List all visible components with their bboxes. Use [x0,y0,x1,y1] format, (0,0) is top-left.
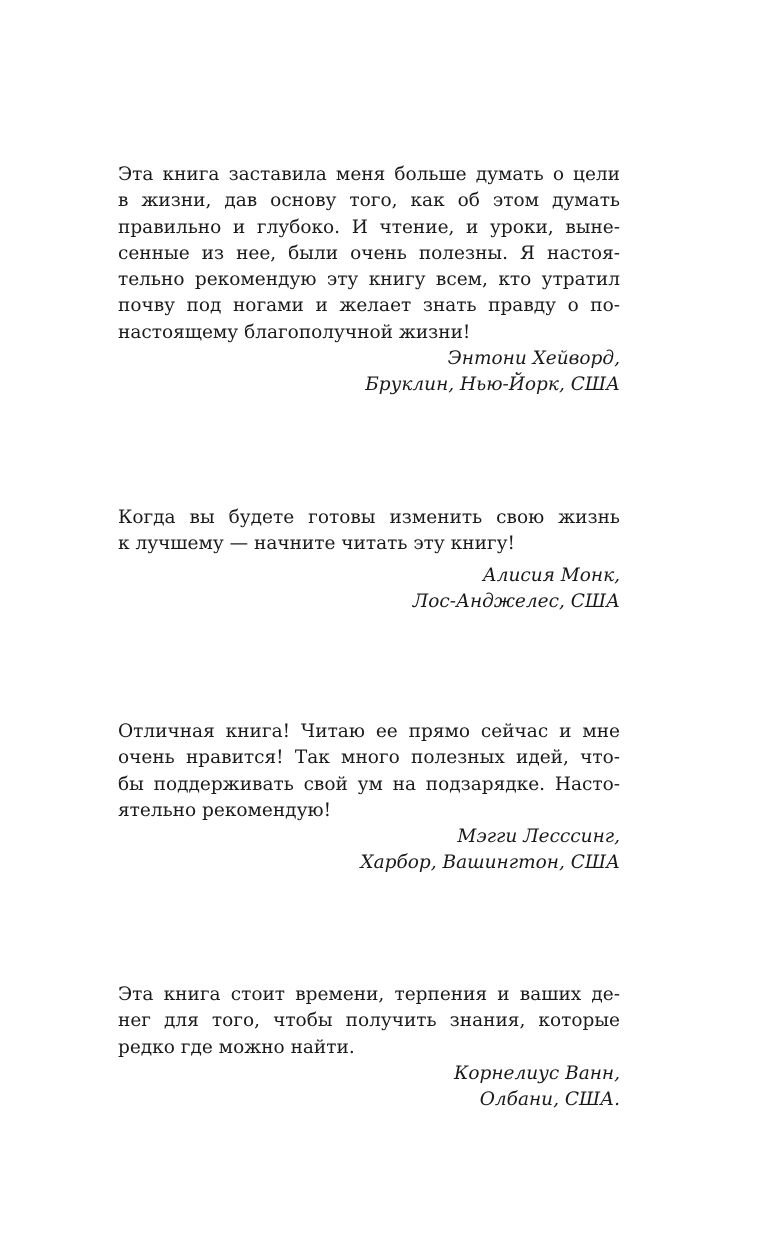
review-location: Бруклин, Нью-Йорк, США [365,374,620,396]
review-2 [118,505,620,615]
review-location: Олбани, США. [479,1089,620,1111]
review-author: Алисия Монк, [482,564,620,586]
review-text-line: Когда вы будете готовы изменить свою жизнь [118,507,620,528]
review-author: Мэгги Лесссинг, [457,826,620,848]
review-text-line: тельно рекомендую эту книгу всем, кто утратил [118,269,620,291]
review-text-line: в жизни, дав основу того, как об этом думать [118,190,620,212]
review-text-line: ятельно рекомендую! [118,799,332,821]
review-location: Лос-Анджелес, США [412,590,620,612]
review-text-line: к лучшему — начните читать эту книгу! [118,533,515,555]
review-text-line: правильно и глубоко. И чтение, и уроки, выне- [118,216,620,238]
review-location: Харбор, Вашингтон, США [360,852,620,874]
review-text-line: почву под ногами и желает знать правду о по- [118,295,620,317]
review-text-line: Отличная книга! Читаю ее прямо сейчас и мне [118,721,620,742]
review-1 [118,162,620,399]
review-text-line: нег для того, чтобы получить знания, которые [118,1010,620,1032]
review-text-line: бы поддерживать свой ум на подзарядке. Насто- [118,773,620,795]
review-text-line: настоящему благополучной жизни! [118,321,471,343]
review-text-line: Эта книга стоит времени, терпения и ваших де- [118,984,620,1005]
review-3 [118,719,620,877]
review-author: Энтони Хейворд, [447,348,620,370]
review-text-line: очень нравится! Так много полезных идей, что- [118,747,620,769]
review-author: Корнелиус Ванн, [454,1062,620,1084]
review-text-line: редко где можно найти. [118,1036,355,1058]
review-4 [118,982,620,1113]
review-text-line: Эта книга заставила меня больше думать о цели [118,164,620,185]
review-text-line: сенные из нее, были очень полезны. Я настоя- [118,242,620,264]
